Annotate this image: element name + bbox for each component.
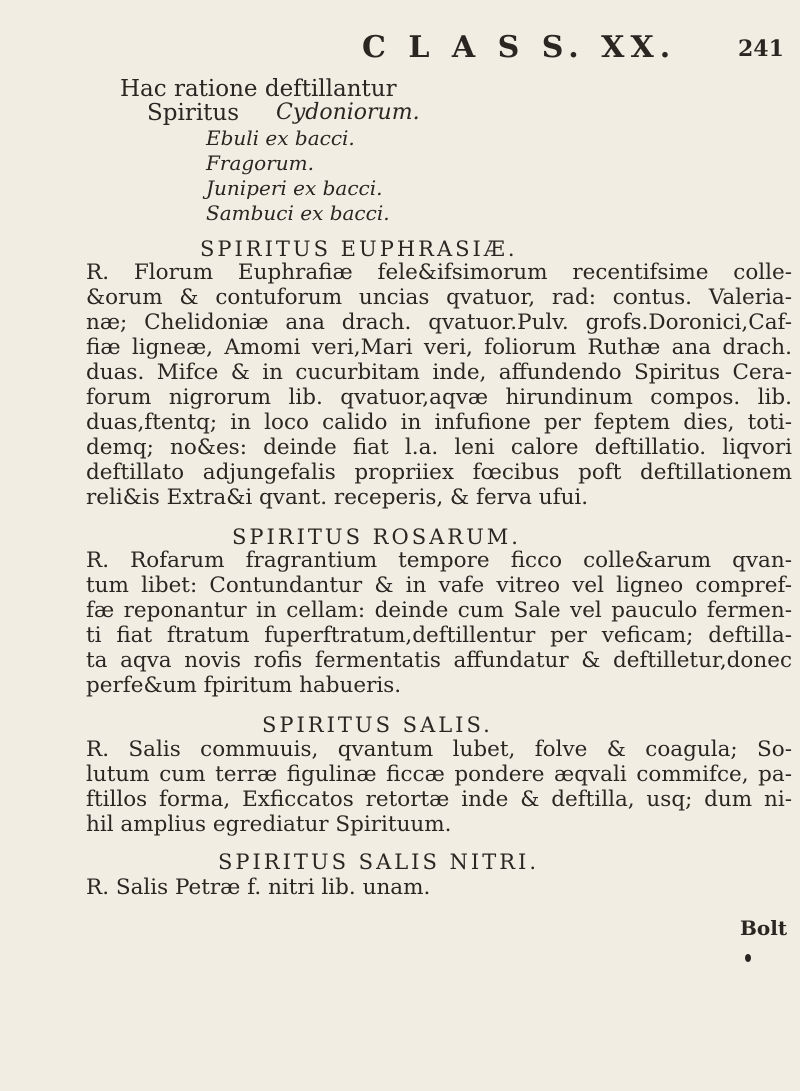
text-line: ti fiat ftratum fuperftratum,deftillentur per veficam; deftilla-	[86, 623, 792, 648]
text-line: ta aqva novis rofis fermentatis affundatur & deftilletur,donec	[86, 648, 792, 673]
text-line: duas. Mifce & in cucurbitam inde, affundendo Spiritus Cera-	[86, 360, 792, 385]
text-line: fæ reponantur in cellam: deinde cum Sale vel pauculo fermen-	[86, 598, 792, 623]
intro-line: Hac ratione deftillantur	[120, 76, 397, 102]
text-line: lutum cum terræ figulinæ ficcæ pondere æqvali commifce, pa-	[86, 762, 792, 787]
section-heading: SPIRITUS SALIS.	[262, 713, 493, 737]
text-line: demq; no&es: deinde fiat l.a. leni calore deftillatio. liqvori	[86, 435, 792, 460]
running-header	[0, 30, 800, 64]
page-number: 241	[738, 36, 784, 62]
spiritus-item: Fragorum.	[206, 151, 314, 175]
text-line: R. Florum Euphrafiæ fele&ifsimorum recentifsime colle-	[86, 260, 792, 285]
text-line: tum libet: Contundantur & in vafe vitreo vel ligneo compref-	[86, 573, 792, 598]
text-line: &orum & contuforum uncias qvatuor, rad: contus. Valeria-	[86, 285, 792, 310]
text-line: forum nigrorum lib. qvatuor,aqvæ hirundinum compos. lib.	[86, 385, 792, 410]
spiritus-label: Spiritus	[147, 100, 240, 126]
text-line: R. Salis Petræ f. nitri lib. unam.	[86, 875, 431, 900]
text-line: reli&is Extra&i qvant. receperis, & ferva ufui.	[86, 485, 589, 510]
spiritus-item: Cydoniorum.	[276, 100, 420, 125]
running-title: C L A S S. XX.	[362, 30, 677, 65]
spiritus-item: Ebuli ex bacci.	[206, 126, 355, 150]
spiritus-item: Sambuci ex bacci.	[206, 201, 390, 225]
text-line: ftillos forma, Exficcatos retortæ inde & deftilla, usq; dum ni-	[86, 787, 792, 812]
text-line: deftillato adjungefalis propriiex fœcibus poft deftillationem	[86, 460, 792, 485]
text-line: R. Salis commuuis, qvantum lubet, folve & coagula; So-	[86, 737, 792, 762]
section-heading: SPIRITUS ROSARUM.	[232, 525, 521, 549]
spiritus-item: Juniperi ex bacci.	[206, 176, 383, 200]
text-line: perfe&um fpiritum habueris.	[86, 673, 402, 698]
text-line: R. Rofarum fragrantium tempore ficco colle&arum qvan-	[86, 548, 792, 573]
text-line: duas,ftentq; in loco calido in infufione per feptem dies, toti-	[86, 410, 792, 435]
catchword: Bolt	[740, 916, 788, 940]
text-line: fiæ ligneæ, Amomi veri,Mari veri, foliorum Ruthæ ana drach.	[86, 335, 792, 360]
ink-mark	[745, 954, 751, 962]
section-heading: SPIRITUS SALIS NITRI.	[218, 850, 539, 874]
section-heading: SPIRITUS EUPHRASIÆ.	[200, 237, 518, 261]
text-line: næ; Chelidoniæ ana drach. qvatuor.Pulv. grofs.Doronici,Caf-	[86, 310, 792, 335]
text-line: hil amplius egrediatur Spirituum.	[86, 812, 452, 837]
